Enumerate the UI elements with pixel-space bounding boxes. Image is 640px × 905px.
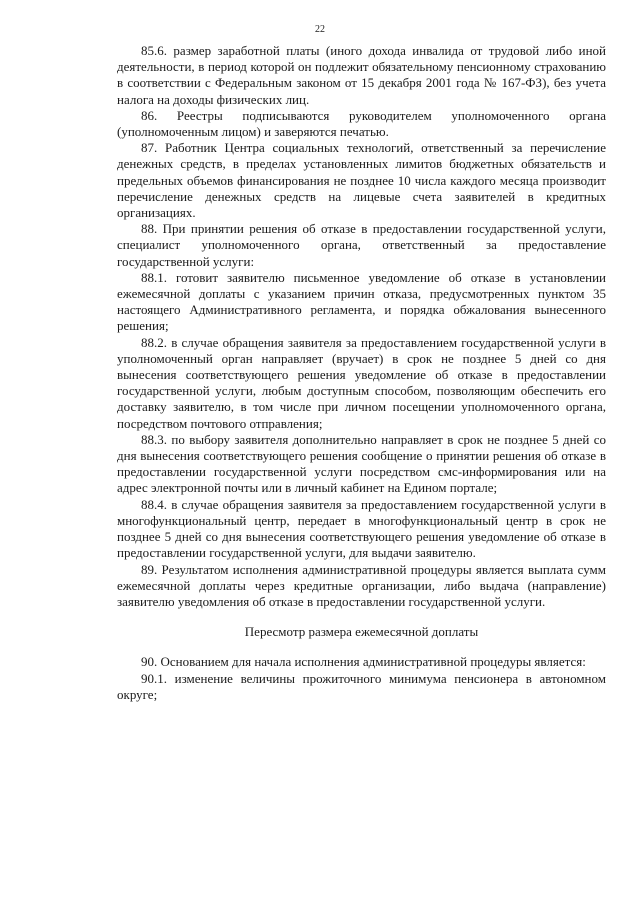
section-heading: Пересмотр размера ежемесячной доплаты — [244, 624, 479, 640]
paragraph-88-4: 88.4. в случае обращения заявителя за предоставлением государственной услуги в многофункциональный центр, передает в многофункциональный центр в срок не позднее 5 дней со дня вынесения соответствующего решения уведомление об отказе в предоставлении государственной услуги, для выдачи заявителю. — [117, 496, 606, 561]
paragraph-90: 90. Основанием для начала исполнения административной процедуры является: — [141, 654, 586, 670]
paragraph-88-1: 88.1. готовит заявителю письменное уведомление об отказе в установлении ежемесячной доплаты с указанием причин отказа, предусмотренных пунктом 35 настоящего Административного регламента, и порядка обжалования вынесенного решения; — [117, 269, 606, 334]
paragraph-90-1: 90.1. изменение величины прожиточного минимума пенсионера в автономном округе; — [117, 670, 606, 702]
paragraph-87: 87. Работник Центра социальных технологий, ответственный за перечисление денежных средств, в пределах установленных лимитов бюджетных обязательств и предельных объемов финансирования не позднее 10 числа каждого месяца производит перечисление денежных средств на лицевые счета заявителей в кредитных организациях. — [117, 140, 606, 221]
document-body — [117, 43, 606, 703]
paragraph-88-3: 88.3. по выбору заявителя дополнительно направляет в срок не позднее 5 дней со дня вынесения соответствующего решения сообщение о принятии решения об отказе в предоставлении государственной услуги посредством смс-информирования или на адрес электронной почты или в личный кабинет на Едином портале; — [117, 431, 606, 496]
paragraph-85-6: 85.6. размер заработной платы (иного дохода инвалида от трудовой либо иной деятельности, в период которой он подлежит обязательному пенсионному страхованию в соответствии с Федеральным законом от 15 декабря 2001 года № 167-ФЗ), без учета налога на доходы физических лиц. — [117, 43, 606, 107]
paragraph-88-2: 88.2. в случае обращения заявителя за предоставлением государственной услуги в уполномоченный орган направляет (вручает) в срок не позднее 5 дней со дня вынесения соответствующего решения уведомление об отказе в предоставлении государственной услуги, любым доступным способом, позволяющим обеспечить его доставку заявителю, в том числе при личном посещении уполномоченного органа, посредством почтового отправления; — [117, 334, 606, 431]
paragraph-86: 86. Реестры подписываются руководителем уполномоченного органа (уполномоченным лицом) и заверяются печатью. — [117, 107, 606, 140]
page-number: 22 — [315, 24, 325, 35]
paragraph-89: 89. Результатом исполнения административной процедуры является выплата сумм ежемесячной доплаты через кредитные организации, либо выдача (направление) заявителю уведомления об отказе в предоставлении государственной услуги. — [117, 561, 606, 609]
paragraph-88: 88. При принятии решения об отказе в предоставлении государственной услуги, специалист уполномоченного органа, ответственный за предоставление государственной услуги: — [117, 221, 606, 269]
